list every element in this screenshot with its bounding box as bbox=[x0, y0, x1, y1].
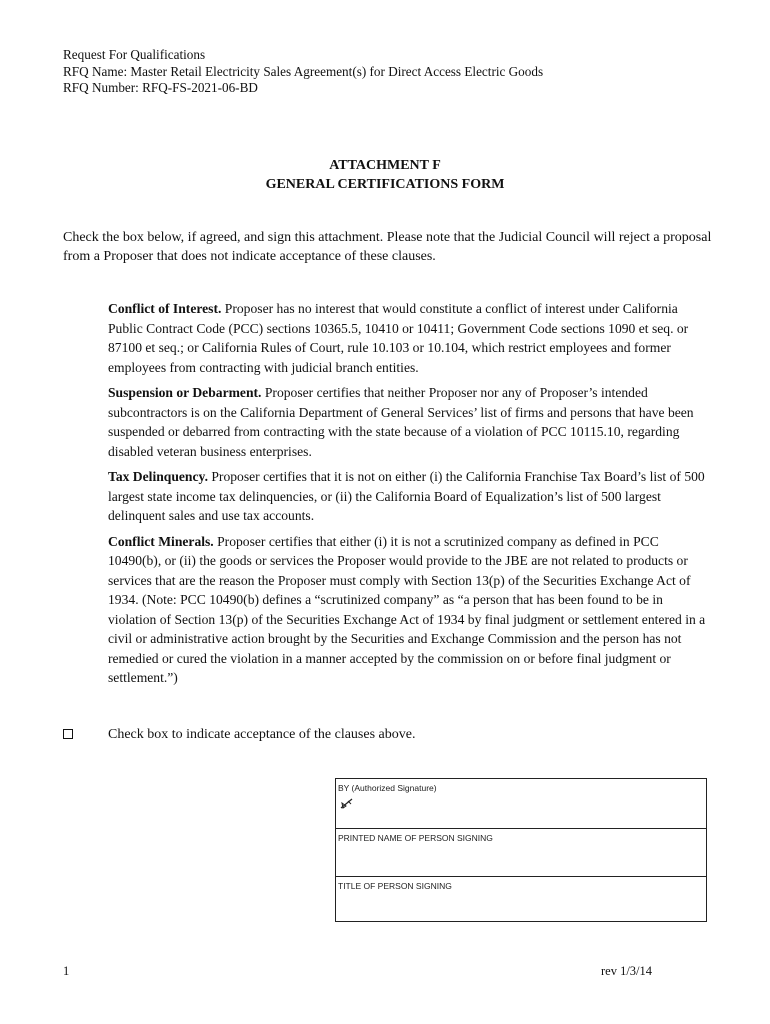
printed-name-label: PRINTED NAME OF PERSON SIGNING bbox=[338, 833, 493, 843]
clause-conflict-minerals bbox=[108, 532, 708, 688]
attachment-title: ATTACHMENT F bbox=[329, 158, 441, 173]
clause-suspension-or-debarment bbox=[108, 383, 708, 461]
acceptance-checkbox[interactable] bbox=[63, 729, 73, 739]
acceptance-label: Check box to indicate acceptance of the clauses above. bbox=[108, 727, 416, 742]
clause-conflict-of-interest bbox=[108, 299, 708, 377]
printed-name-field[interactable] bbox=[336, 829, 706, 877]
form-title: GENERAL CERTIFICATIONS FORM bbox=[265, 177, 505, 192]
signature-label: BY (Authorized Signature) bbox=[338, 783, 437, 793]
clause-tax-delinquency bbox=[108, 467, 708, 526]
document-header bbox=[63, 47, 543, 97]
clause-heading: Suspension or Debarment. bbox=[108, 385, 262, 400]
signer-title-label: TITLE OF PERSON SIGNING bbox=[338, 881, 452, 891]
intro-paragraph: Check the box below, if agreed, and sign this attachment. Please note that the Judicial Council will reject a proposal from a Proposer that does not indicate acceptance of these clauses. bbox=[63, 230, 712, 264]
clause-heading: Conflict of Interest. bbox=[108, 301, 222, 316]
clauses-section bbox=[108, 299, 708, 694]
rfq-name-line: RFQ Name: Master Retail Electricity Sales Agreement(s) for Direct Access Electric Goods bbox=[63, 63, 544, 79]
clause-text: Proposer certifies that either (i) it is not a scrutinized company as defined in PCC 10490(b), or (ii) the goods or services the Proposer would provide to the JBE are not related to products or services that are the reason the Proposer must comply with Section 13(p) of the Securities Exchange Act of 1934. (Note: PCC 10490(b) defines a “scrutinized company” as “a person that has been found to be in violation of Section 13(p) of the Securities Exchange Act of 1934 by final judgment or settlement entered in a civil or administrative action brought by the Securities and Exchange Commission and the person has not remedied or cured the violation in a manner accepted by the commission on or before final judgment or settlement.”) bbox=[108, 533, 706, 685]
clause-heading: Tax Delinquency. bbox=[108, 469, 208, 484]
document-title bbox=[0, 156, 770, 194]
signer-title-field[interactable] bbox=[336, 877, 706, 921]
writing-hand-icon bbox=[340, 797, 354, 811]
clause-text: Proposer has no interest that would constitute a conflict of interest under California Public Contract Code (PCC) sections 10365.5, 10410 or 10411; Government Code sections 1090 et seq. or 87100 et seq.; or California Rules of Court, rule 10.103 or 10.104, which restrict employees and former employees from contracting with judicial branch entities. bbox=[108, 301, 689, 375]
revision-date: rev 1/3/14 bbox=[601, 964, 653, 978]
rfq-number-line: RFQ Number: RFQ-FS-2021-06-BD bbox=[63, 80, 258, 95]
clause-text: Proposer certifies that neither Proposer nor any of Proposer’s intended subcontractors is on the California Department of General Services’ list of firms and persons that have been suspended or debarred from contracting with the state because of a violation of PCC 10115.10, regarding disabled veteran business enterprises. bbox=[108, 385, 694, 459]
signature-field[interactable] bbox=[336, 779, 706, 829]
rfq-type-line: Request For Qualifications bbox=[63, 47, 206, 62]
clause-text: Proposer certifies that it is not on either (i) the California Franchise Tax Board’s list of 500 largest state income tax delinquencies, or (ii) the California Board of Equalization’s list of 500 largest delinquent sales and use tax accounts. bbox=[108, 469, 705, 523]
page-number: 1 bbox=[63, 964, 70, 978]
clause-heading: Conflict Minerals. bbox=[108, 533, 214, 549]
signature-block bbox=[335, 778, 707, 922]
